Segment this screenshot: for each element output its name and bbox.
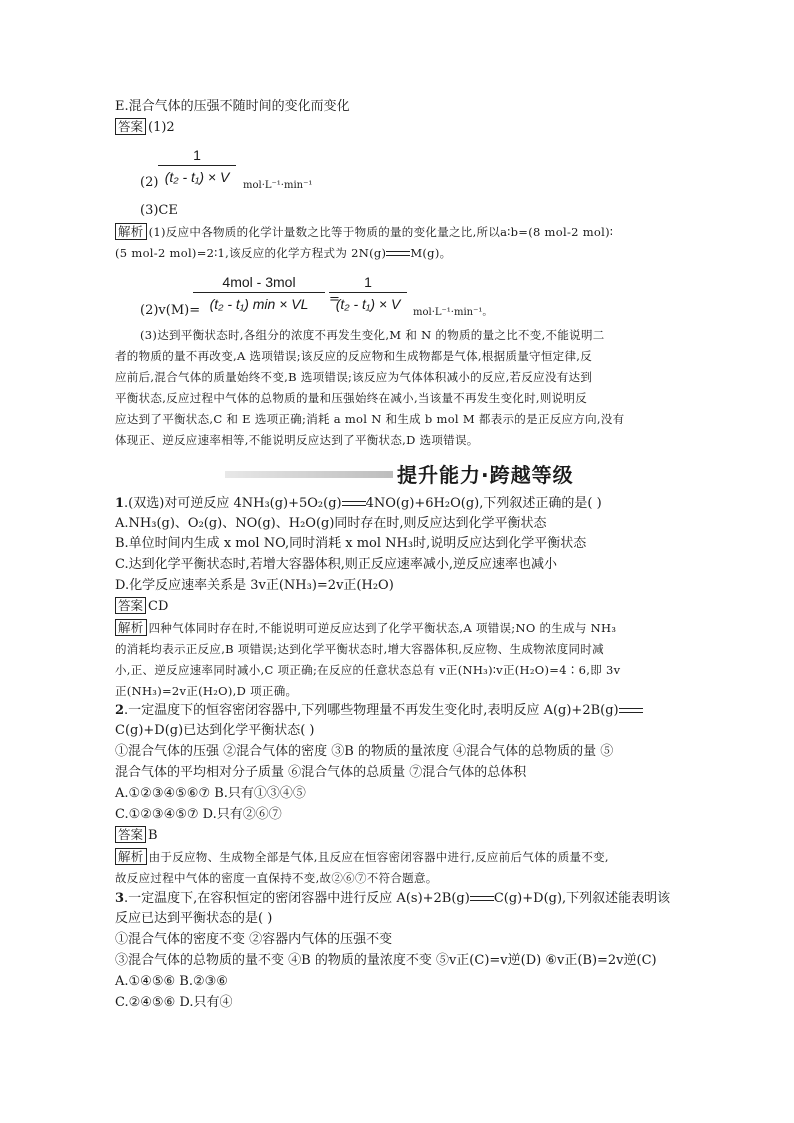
q1-analysis-line: 正(NH₃)=2v正(H₂O),D 项正确。 — [115, 684, 298, 698]
analysis-3-line: 者的物质的量不再改变,A 选项错误;该反应的反应物和生成物都是气体,根据质量守恒定律,反 — [115, 349, 592, 363]
analysis-1-line-b: (5 mol-2 mol)=2∶1,该反应的化学方程式为 2N(g) M(g)。 — [115, 246, 452, 260]
question-number: 1 — [115, 496, 125, 511]
answer-3: (3)CE — [140, 203, 178, 218]
fraction-numerator: 4mol - 3mol — [222, 274, 296, 290]
q1-option-d: D.化学反应速率关系是 3v正(NH₃)=2v正(H₂O) — [115, 578, 394, 593]
answer-2-fraction — [158, 145, 236, 188]
section-heading-bar — [225, 471, 393, 478]
analysis-1-line-a: 解析 (1)反应中各物质的化学计量数之比等于物质的量的变化量之比,所以a∶b=(8 mol-2 mol)∶ — [115, 222, 685, 242]
q2-stem: 2.一定温度下的恒容密闭容器中,下列哪些物理量不再发生变化时,表明反应 A(g)+2B(g) — [115, 701, 685, 721]
q1-analysis-line: 的消耗均表示正反应,B 项错误;达到化学平衡状态时,增大容器体积,反应物、生成物浓度同时减 — [115, 642, 604, 656]
answer-1: (1)2 — [148, 120, 175, 135]
q2-analysis-line: 解析 由于反应物、生成物全部是气体,且反应在恒容密闭容器中进行,反应前后气体的质量不变, — [115, 847, 685, 867]
analysis-3-line: 体现正、逆反应速率相等,不能说明反应达到了平衡状态,D 选项错误。 — [115, 433, 479, 447]
option-e: E.混合气体的压强不随时间的变化而变化 — [115, 99, 350, 114]
q1-option-c: C.达到化学平衡状态时,若增大容器体积,则正反应速率减小,逆反应速率也减小 — [115, 557, 558, 572]
analysis-3-line: (3)达到平衡状态时,各组分的浓度不再发生变化,M 和 N 的物质的量之比不变,不能说明二 — [140, 328, 605, 342]
q1-analysis-line: 解析 四种气体同时存在时,不能说明可逆反应达到了化学平衡状态,A 项错误;NO 的生成与 NH₃ — [115, 618, 685, 638]
answer-tag: 答案 — [115, 118, 146, 135]
fraction-denominator: (t₂ - t₁) × V — [164, 169, 230, 185]
q3-options-line-2: C.②④⑤⑥ D.只有④ — [115, 995, 233, 1010]
answer-2-prefix: (2) — [140, 175, 159, 190]
q3-stem-line-2: 反应已达到平衡状态的是( ) — [115, 911, 273, 926]
q3-options-line-1: A.①④⑤⑥ B.②③⑥ — [115, 974, 228, 989]
analysis-tag: 解析 — [115, 619, 147, 636]
q2-items-line-2: 混合气体的平均相对分子质量 ⑥混合气体的总质量 ⑦混合气体的总体积 — [115, 765, 527, 780]
analysis-2-unit: mol·L⁻¹·min⁻¹。 — [413, 307, 493, 318]
analysis-tag: 解析 — [115, 223, 147, 240]
equilibrium-arrow — [386, 250, 410, 258]
answer-row-1 — [115, 118, 685, 138]
equilibrium-arrow — [342, 500, 366, 508]
section-heading-text: 提升能力·跨越等级 — [397, 463, 574, 487]
q3-items-line-1: ①混合气体的密度不变 ②容器内气体的压强不变 — [115, 932, 393, 947]
q3-items-line-2: ③混合气体的总物质的量不变 ④B 的物质的量浓度不变 ⑤v正(C)=v逆(D) ⑥v正(B)=2v逆(C) — [115, 953, 657, 968]
answer-tag: 答案 — [115, 826, 146, 843]
analysis-2-fraction-2 — [329, 272, 407, 315]
q2-options-line-2: C.①②③④⑤⑦ D.只有②⑥⑦ — [115, 807, 282, 822]
q1-answer: CD — [148, 599, 169, 614]
analysis-tag: 解析 — [115, 848, 147, 865]
question-number: 3 — [115, 891, 125, 906]
analysis-2-fraction-1 — [193, 272, 325, 315]
q2-items-line-1: ①混合气体的压强 ②混合气体的密度 ③B 的物质的量浓度 ④混合气体的总物质的量 ⑤ — [115, 744, 614, 759]
analysis-3-line: 平衡状态,反应过程中气体的总物质的量和压强始终在减小,当该量不再发生变化时,则说明反 — [115, 391, 588, 405]
fraction-denominator: (t₂ - t₁) min × VL — [209, 296, 309, 312]
fraction-numerator: 1 — [364, 274, 372, 290]
answer-tag: 答案 — [115, 597, 146, 614]
section-heading — [225, 462, 585, 488]
q1-stem: 1.(双选)对可逆反应 4NH₃(g)+5O₂(g) 4NO(g)+6H₂O(g),下列叙述正确的是( ) — [115, 496, 602, 511]
analysis-3-line: 应前后,混合气体的质量始终不变,B 选项错误;该反应为气体体积减小的反应,若反应没有达到 — [115, 370, 593, 384]
analysis-3-line: 应达到了平衡状态,C 和 E 选项正确;消耗 a mol N 和生成 b mol M 都表示的是正反应方向,没有 — [115, 412, 625, 426]
equilibrium-arrow — [470, 895, 494, 903]
q2-answer: B — [148, 828, 158, 843]
q1-analysis-line: 小,正、逆反应速率同时减小,C 项正确;在反应的任意状态总有 v正(NH₃)∶v正(H₂O)=4∶6,即 3v — [115, 663, 621, 677]
fraction-numerator: 1 — [193, 147, 201, 163]
q3-stem: 3.一定温度下,在容积恒定的密闭容器中进行反应 A(s)+2B(g) C(g)+D(g),下列叙述能表明该 — [115, 891, 671, 906]
fraction-denominator: (t₂ - t₁) × V — [335, 296, 401, 312]
q1-answer-row — [115, 597, 685, 617]
question-number: 2 — [115, 703, 125, 718]
answer-2-unit: mol·L⁻¹·min⁻¹ — [243, 180, 313, 191]
q2-options-line-1: A.①②③④⑤⑥⑦ B.只有①③④⑤ — [115, 786, 306, 801]
q2-answer-row — [115, 826, 685, 846]
analysis-2-prefix: (2)v(M)= — [140, 303, 201, 318]
equilibrium-arrow — [619, 707, 643, 715]
q1-option-b: B.单位时间内生成 x mol NO,同时消耗 x mol NH₃时,说明反应达到化学平衡状态 — [115, 536, 587, 551]
q1-option-a: A.NH₃(g)、O₂(g)、NO(g)、H₂O(g)同时存在时,则反应达到化学平衡状态 — [115, 516, 547, 531]
q2-stem-line-2: C(g)+D(g)已达到化学平衡状态( ) — [115, 723, 315, 738]
q2-analysis-line: 故反应过程中气体的密度一直保持不变,故②⑥⑦不符合题意。 — [115, 871, 438, 885]
analysis-2-equals: = — [329, 292, 340, 307]
